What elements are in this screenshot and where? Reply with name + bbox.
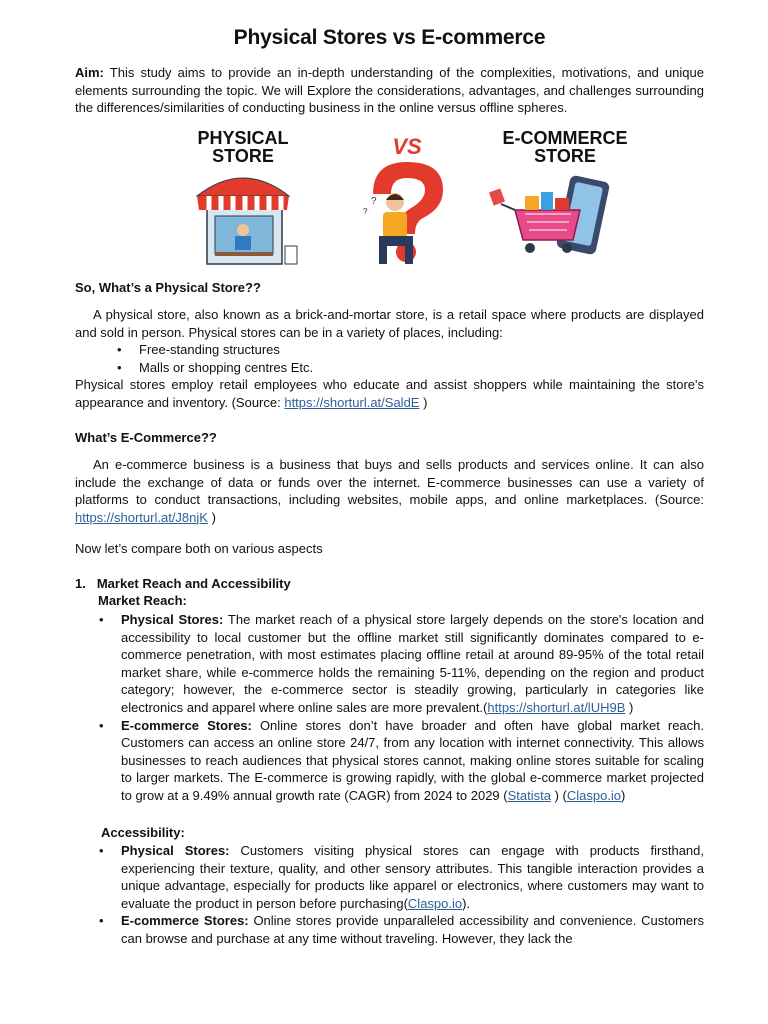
list-item: • Malls or shopping centres Etc.	[117, 359, 314, 375]
list-item: • Free-standing structures	[117, 342, 280, 357]
ecommerce-intro: An e-commerce business is a business that buys and sells products and services online. It can also include the exchange of data or funds over the internet. E-commerce businesses can use a variety of platforms to conduct transactions, including websites, mobile apps, and online marketplaces. (Source: https://shorturl.at/J8njK )	[75, 457, 704, 525]
hero-right-title-2: STORE	[534, 146, 596, 166]
market-reach-subheading: Market Reach:	[98, 593, 187, 608]
market-reach-physical-link[interactable]: https://shorturl.at/lUH9B	[487, 699, 626, 715]
accessibility-subheading: Accessibility:	[101, 825, 185, 840]
physical-intro: A physical store, also known as a brick-and-mortar store, is a retail space where products are displayed and sold in person. Physical stores can be in a variety of places, including:	[75, 307, 704, 340]
market-reach-list	[99, 611, 705, 805]
ecommerce-cart-icon	[489, 175, 610, 256]
statista-link[interactable]: Statista	[507, 787, 551, 803]
aim-paragraph	[75, 64, 704, 117]
question-mark-icon	[363, 162, 443, 264]
list-item: • Physical Stores: Customers visiting physical stores can engage with products firsthand, experiencing their texture, quality, and other sensory attributes. This tangible interaction provides a unique advantage, especially for products like apparel or electronics, where customers may want to evaluate the product in person before purchasing(Claspo.io).	[99, 843, 704, 911]
physical-source-link[interactable]: https://shorturl.at/SaldE	[284, 394, 420, 410]
list-item: • Physical Stores: The market reach of a physical store largely depends on the store's location and accessibility to local customer but the offline market still significantly dominates compared to e-commerce penetration, with most estimates placing offline retail at around 89-95% of the total retail market share, while e-commerce holds the remaining 5-11%, depending on the region and product category; however, the e-commerce sector is steadily growing, particularly in categories like electronics and apparel where online sales are more prevalent.(https://shorturl.at/lUH9B )	[99, 612, 705, 715]
hero-right-title-1: E-COMMERCE	[502, 128, 628, 148]
list-item: • E-commerce Stores: Online stores don’t have broader and often have global market reach. Customers can access an online store 24/7, from any location with internet connectivity. This allows businesses to reach audiences that physical stores cannot, making online stores suitable for scaling to larger markets. The E-commerce is growing rapidly, with the global e-commerce market projected to grow at a 9.49% annual growth rate (CAGR) from 2024 to 2029 (Statista ) (Claspo.io)	[99, 717, 704, 803]
accessibility-list	[99, 842, 704, 948]
physical-store-icon	[197, 178, 297, 264]
ecommerce-heading: What’s E-Commerce??	[75, 430, 217, 445]
compare-line: Now let’s compare both on various aspects	[75, 541, 323, 556]
accessibility-claspo-link[interactable]: Claspo.io	[407, 895, 463, 911]
claspo-link[interactable]: Claspo.io	[566, 787, 622, 803]
aim-text: This study aims to provide an in-depth understanding of the complexities, motivations, and unique elements surrounding the topic. We will Explore the considerations, advantages, and challenges surrounding the differences/similarities of conducting business in the online versus offline spheres.	[75, 65, 704, 116]
page-title: Physical Stores vs E-commerce	[233, 26, 546, 49]
ecommerce-source-link[interactable]: https://shorturl.at/J8njK	[75, 509, 208, 525]
list-item: • E-commerce Stores: Online stores provide unparalleled accessibility and convenience. Customers can browse and purchase at any time without traveling. However, they lack the	[99, 913, 704, 946]
svg-text:?: ?	[363, 207, 368, 216]
physical-bullet-list	[117, 341, 704, 376]
svg-text:?: ?	[371, 196, 377, 207]
hero-illustration	[185, 124, 635, 269]
hero-vs: VS	[392, 134, 422, 159]
section1-heading: 1. Market Reach and Accessibility	[75, 576, 291, 591]
physical-heading: So, What’s a Physical Store??	[75, 280, 261, 295]
hero-left-title-1: PHYSICAL	[197, 128, 289, 148]
physical-after: Physical stores employ retail employees who educate and assist shoppers while maintaining the store's appearance and inventory. (Source: https://shorturl.at/SaldE )	[75, 377, 704, 410]
hero-left-title-2: STORE	[212, 146, 274, 166]
aim-label: Aim:	[75, 65, 104, 80]
